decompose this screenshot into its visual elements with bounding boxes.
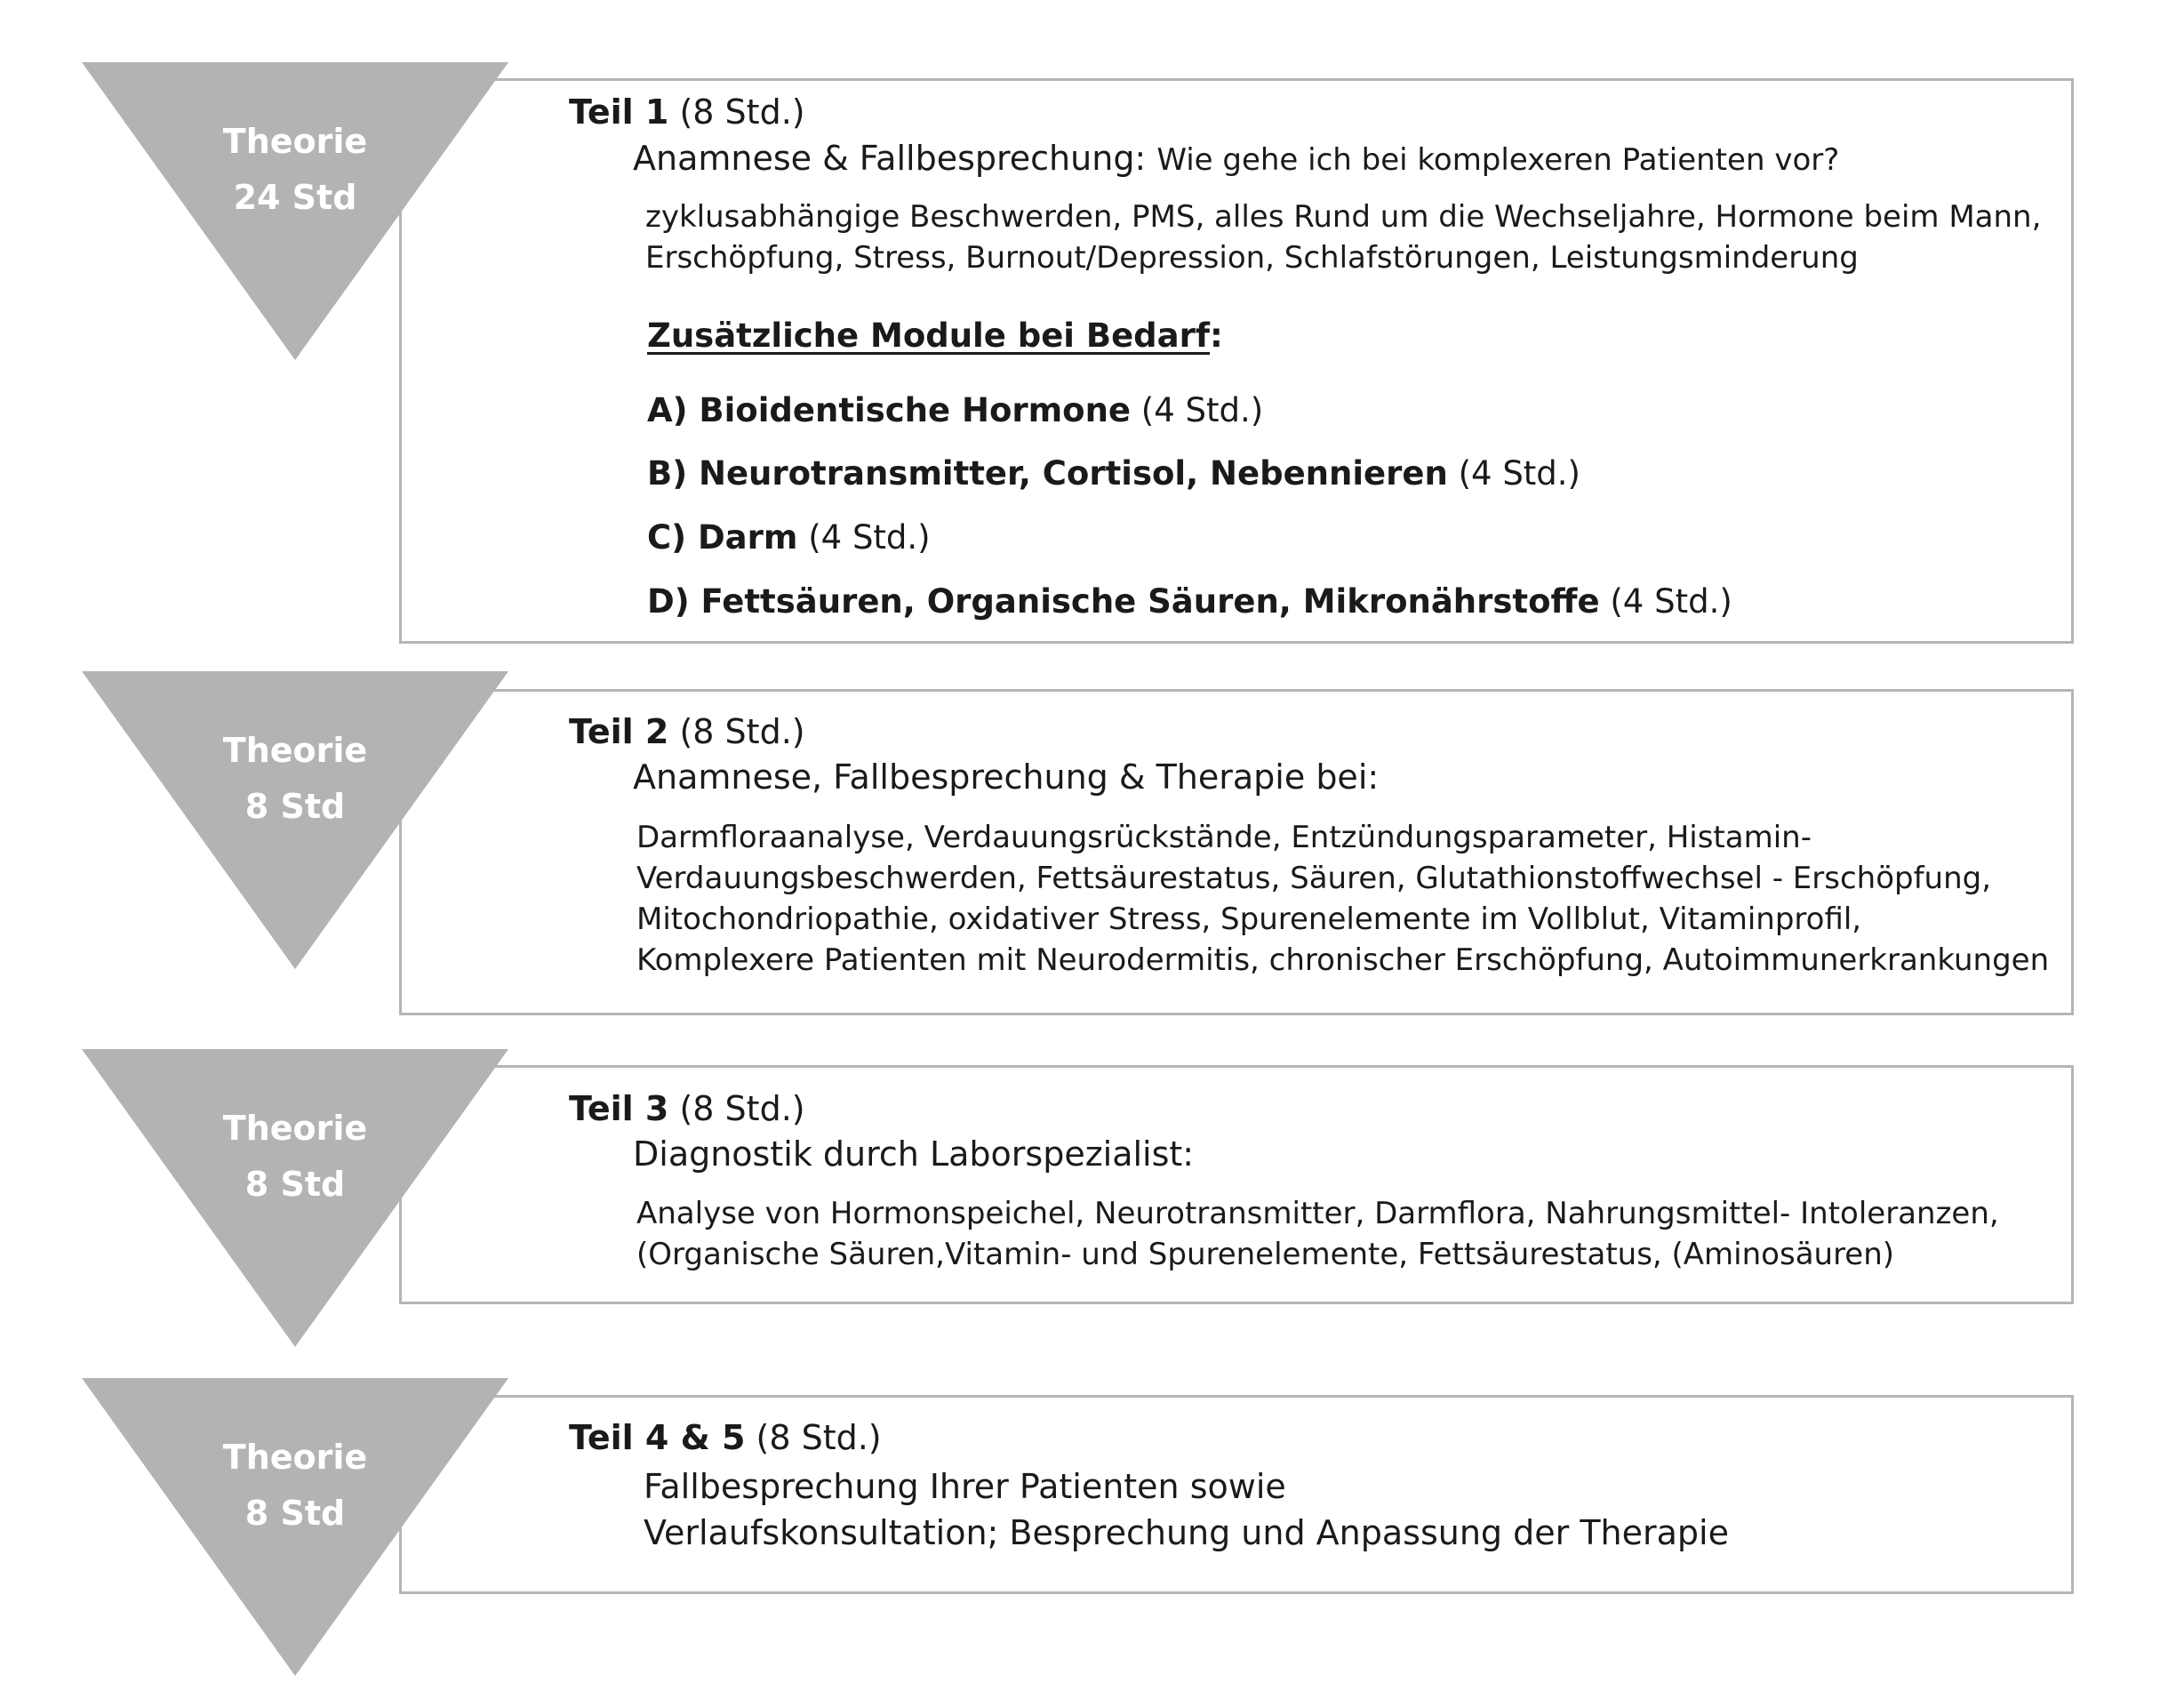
section-1-subtitle: Anamnese & Fallbesprechung: Wie gehe ich bei komplexeren Patienten vor?	[633, 139, 1840, 178]
section-3-triangle	[82, 1049, 508, 1347]
section-2-subtitle: Anamnese, Fallbesprechung & Therapie bei:	[633, 757, 1380, 797]
section-1-theorie-label: Theorie 24 Std	[222, 122, 368, 217]
section-1-triangle	[82, 62, 508, 360]
modules-title: Zusätzliche Module bei Bedarf:	[647, 317, 1223, 355]
section-4-heading: Teil 4 & 5 (8 Std.)	[569, 1418, 882, 1457]
section-3-subtitle: Diagnostik durch Laborspezialist:	[633, 1134, 1195, 1174]
module-item: D) Fettsäuren, Organische Säuren, Mikronährstoffe (4 Std.)	[647, 582, 1732, 621]
module-item: B) Neurotransmitter, Cortisol, Nebennieren (4 Std.)	[647, 454, 1580, 493]
section-1-heading: Teil 1 (8 Std.)	[569, 92, 805, 132]
section-4-theorie-label: Theorie 8 Std	[222, 1438, 368, 1533]
module-item: A) Bioidentische Hormone (4 Std.)	[647, 391, 1264, 429]
module-item: C) Darm (4 Std.)	[647, 518, 931, 557]
section-3-theorie-label: Theorie 8 Std	[222, 1109, 368, 1204]
section-3-heading: Teil 3 (8 Std.)	[569, 1089, 805, 1128]
section-2-theorie-label: Theorie 8 Std	[222, 731, 368, 826]
section-2-triangle	[82, 671, 508, 969]
section-1-description: zyklusabhängige Beschwerden, PMS, alles Rund um die Wechseljahre, Hormone beim Mann, Erschöpfung, Stress, Burnout/Depression, Schlafstörungen, Leistungsminderung	[645, 199, 2042, 276]
section-3-description: Analyse von Hormonspeichel, Neurotransmitter, Darmflora, Nahrungsmittel- Intoleranzen, (Organische Säuren,Vitamin- und Spurenelemente, Fettsäurestatus, (Aminosäuren)	[636, 1196, 1999, 1272]
section-2-heading: Teil 2 (8 Std.)	[569, 712, 805, 751]
section-2-description: Darmfloraanalyse, Verdauungsrückstände, Entzündungsparameter, Histamin- Verdauungsbeschwerden, Fettsäurestatus, Säuren, Glutathionstoffwechsel - Erschöpfung, Mitochondriopathie, oxidativer Stress, Spurenelemente im Vollblut, Vitaminprofil, Komplexere Patienten mit Neurodermitis, chronischer Erschöpfung, Autoimmunerkrankungen	[636, 820, 2050, 978]
section-4-triangle	[82, 1378, 508, 1676]
section-4-text: Fallbesprechung Ihrer Patienten sowie Verlaufskonsultation; Besprechung und Anpassung der Therapie	[644, 1467, 1729, 1552]
